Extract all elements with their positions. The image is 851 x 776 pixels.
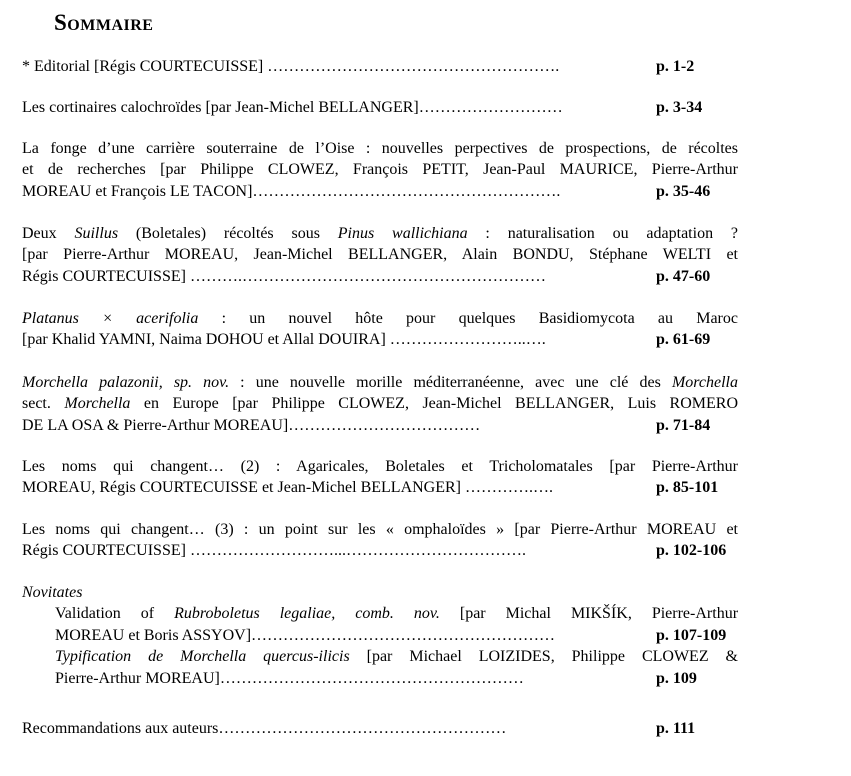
entry-text-line: MOREAU et François LE TACON]………………………………………………….: [22, 182, 561, 200]
page-number: p. 71-84: [656, 416, 711, 434]
entry-text-line: MOREAU, Régis COURTECUISSE et Jean-Michel BELLANGER] ………….….: [22, 479, 553, 497]
taxon-name: Morchella: [671, 374, 738, 391]
entry-text-line: Pierre-Arthur MOREAU]…………………………………………………: [55, 669, 524, 687]
entry-text-line: [22, 308, 738, 329]
entry-text: * Editorial [Régis COURTECUISSE] ……………………………………………….: [22, 58, 560, 75]
toc-entry-noms-3: [22, 519, 738, 562]
text: [par Michael LOIZIDES, Philippe CLOWEZ &: [349, 648, 738, 666]
entry-text-line: [22, 372, 738, 393]
toc-entry-noms-2: [22, 456, 738, 499]
toc-entry-suillus: [22, 223, 738, 287]
entry-text-line: [22, 393, 738, 414]
entry-text-line: Régis COURTECUISSE] ………………………...…………………………….: [22, 542, 526, 560]
text: Deux: [22, 225, 75, 242]
page-number: p. 111: [656, 720, 696, 737]
page-number: p. 47-60: [656, 267, 711, 285]
entry-text: Les cortinaires calochroïdes [par Jean-Michel BELLANGER]………………………: [22, 99, 563, 116]
entry-text-line: [par Pierre-Arthur MOREAU, Jean-Michel BELLANGER, Alain BONDU, Stéphane WELTI et: [22, 246, 738, 264]
text: sect.: [22, 395, 65, 413]
page-number: p. 107-109: [656, 626, 727, 644]
text: : un nouvel hôte pour quelques Basidiomycota au Maroc: [198, 310, 738, 327]
entry-text-line: Régis COURTECUISSE] ……….…………………………………………………: [22, 267, 546, 285]
page-title: Sommaire: [54, 10, 154, 35]
toc-entry-morchella: [22, 372, 738, 436]
page-number: p. 61-69: [656, 331, 711, 349]
taxon-name: Suillus: [74, 225, 119, 242]
page-number: p. 102-106: [656, 542, 727, 560]
text: (Boletales) récoltés sous: [118, 225, 338, 242]
text: [par Michal MIKŠÍK, Pierre-Arthur: [439, 605, 738, 623]
text: : naturalisation ou adaptation ?: [467, 225, 738, 242]
entry-text-line: et de recherches [par Philippe CLOWEZ, François PETIT, Jean-Paul MAURICE, Pierre-Arthur: [22, 161, 738, 179]
text: Validation of: [55, 605, 175, 623]
page-number: p. 109: [656, 669, 697, 687]
text: : une nouvelle morille méditerranéenne, avec une clé des: [229, 374, 672, 391]
entry-text-line: [55, 603, 738, 624]
entry-text-line: [par Khalid YAMNI, Naima DOHOU et Allal DOUIRA] ……………………..….: [22, 331, 546, 349]
text: en Europe [par Philippe CLOWEZ, Jean-Michel BELLANGER, Luis ROMERO: [130, 395, 738, 413]
entry-text-line: Les noms qui changent… (3) : un point sur les « omphaloïdes » [par Pierre-Arthur MOREAU et: [22, 521, 738, 538]
toc-entry-fonge: [22, 138, 738, 202]
taxon-name: Rubroboletus legaliae, comb. nov.: [174, 605, 440, 623]
entry-text-line: DE LA OSA & Pierre-Arthur MOREAU]………………………………: [22, 416, 481, 434]
entry-text-line: La fonge d’une carrière souterraine de l’Oise : nouvelles perpectives de prospections, de récoltes: [22, 140, 738, 157]
toc-entry-cortinaires: [22, 97, 738, 118]
entry-text-line: Les noms qui changent… (2) : Agaricales, Boletales et Tricholomatales [par Pierre-Arthur: [22, 458, 738, 475]
page-number: p. 3-34: [656, 99, 703, 116]
toc-entry-editorial: [22, 56, 738, 77]
toc-entry-recommandations: [22, 718, 738, 739]
page-number: p. 1-2: [656, 58, 695, 75]
entry-text-line: MOREAU et Boris ASSYOV]…………………………………………………: [55, 626, 556, 644]
page-number: p. 85-101: [656, 479, 719, 497]
taxon-name: Morchella: [64, 395, 131, 413]
taxon-name: Typification de Morchella quercus-ilicis: [55, 648, 350, 666]
toc-entry-platanus: [22, 308, 738, 351]
entry-text: Recommandations aux auteurs………………………………………………: [22, 720, 507, 737]
entry-text-line: [55, 646, 738, 667]
page-number: p. 35-46: [656, 182, 711, 200]
taxon-name: Morchella palazonii, sp. nov.: [22, 374, 230, 391]
toc-section-novitates: [22, 582, 738, 689]
taxon-name: Pinus wallichiana: [337, 225, 468, 242]
section-heading: Novitates: [22, 584, 83, 601]
entry-text-line: [22, 223, 738, 244]
taxon-name: Platanus × acerifolia: [22, 310, 199, 327]
